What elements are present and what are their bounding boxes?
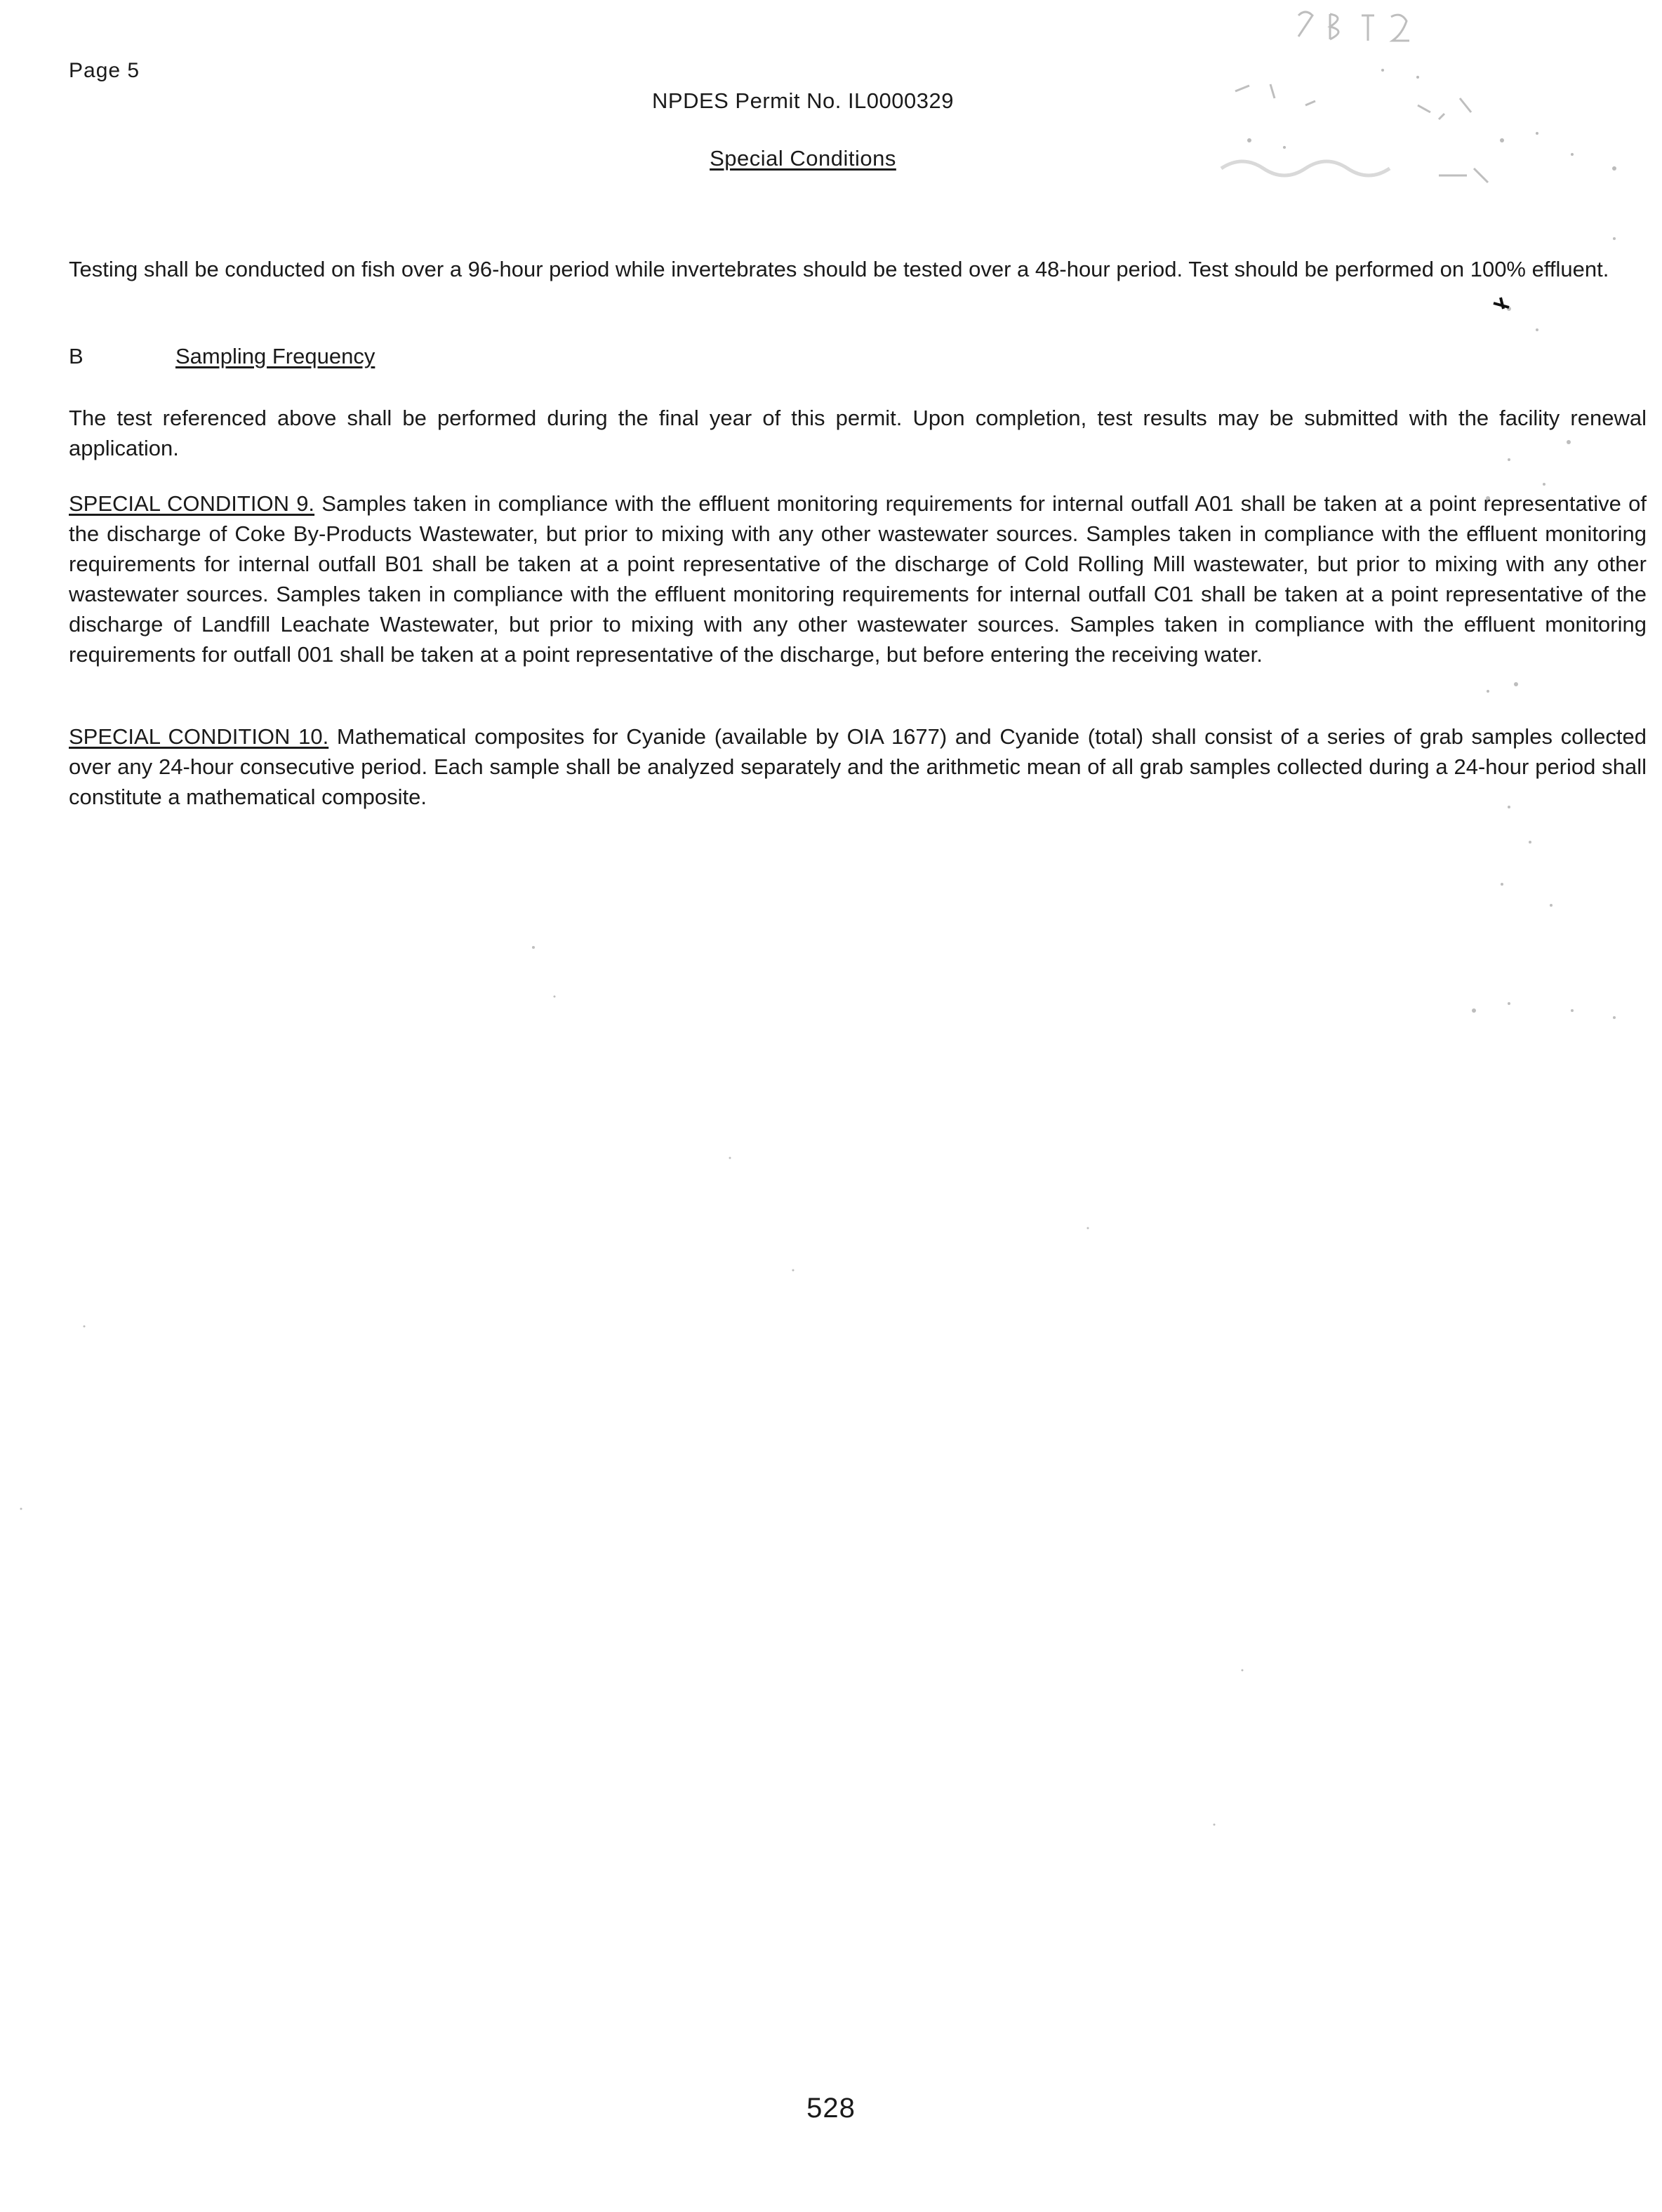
special-condition-9-text: Samples taken in compliance with the effluent monitoring requirements for internal outfall A01 shall be taken at a point representative of the discharge of Coke By-Products Wastewater, but prior to mixing with any other wastewater sources. Samples taken in compliance with the effluent monitoring requirements for internal outfall B01 shall be taken at a point representative of the discharge of Cold Rolling Mill wastewater, but prior to mixing with any other wastewater sources. Samples taken in compliance with the effluent monitoring requirements for internal outfall C01 shall be taken at a point representative of the discharge of Landfill Leachate Wastewater, but prior to mixing with any other wastewater sources. Samples taken in compliance with the effluent monitoring requirements for outfall 001 shall be taken at a point representative of the discharge, but before entering the receiving water. (69, 491, 1647, 667)
special-condition-9 (69, 488, 1647, 669)
permit-number: NPDES Permit No. IL0000329 (652, 88, 954, 113)
sampling-frequency-heading: Sampling Frequency (175, 344, 375, 368)
page-label: Page 5 (69, 59, 140, 82)
section-b-heading (69, 344, 375, 369)
section-title-text: Special Conditions (710, 146, 896, 171)
testing-paragraph: Testing shall be conducted on fish over a 96-hour period while invertebrates should be tested over a 48-hour period. Test should be performed on 100% effluent. (69, 257, 1609, 281)
special-condition-10 (69, 721, 1647, 812)
special-condition-10-label: SPECIAL CONDITION 10. (69, 724, 329, 749)
section-b-letter: B (69, 344, 84, 368)
page-number: 528 (806, 2093, 856, 2124)
section-title (0, 146, 1634, 171)
special-condition-10-text: Mathematical composites for Cyanide (available by OIA 1677) and Cyanide (total) shall consist of a series of grab samples collected over any 24-hour consecutive period. Each sample shall be analyzed separately and the arithmetic mean of all grab samples collected during a 24-hour period shall constitute a mathematical composite. (69, 724, 1647, 809)
special-condition-9-label: SPECIAL CONDITION 9. (69, 491, 315, 516)
sampling-paragraph: The test referenced above shall be performed during the final year of this permit. Upon completion, test results may be submitted with the facility renewal application. (69, 406, 1647, 460)
